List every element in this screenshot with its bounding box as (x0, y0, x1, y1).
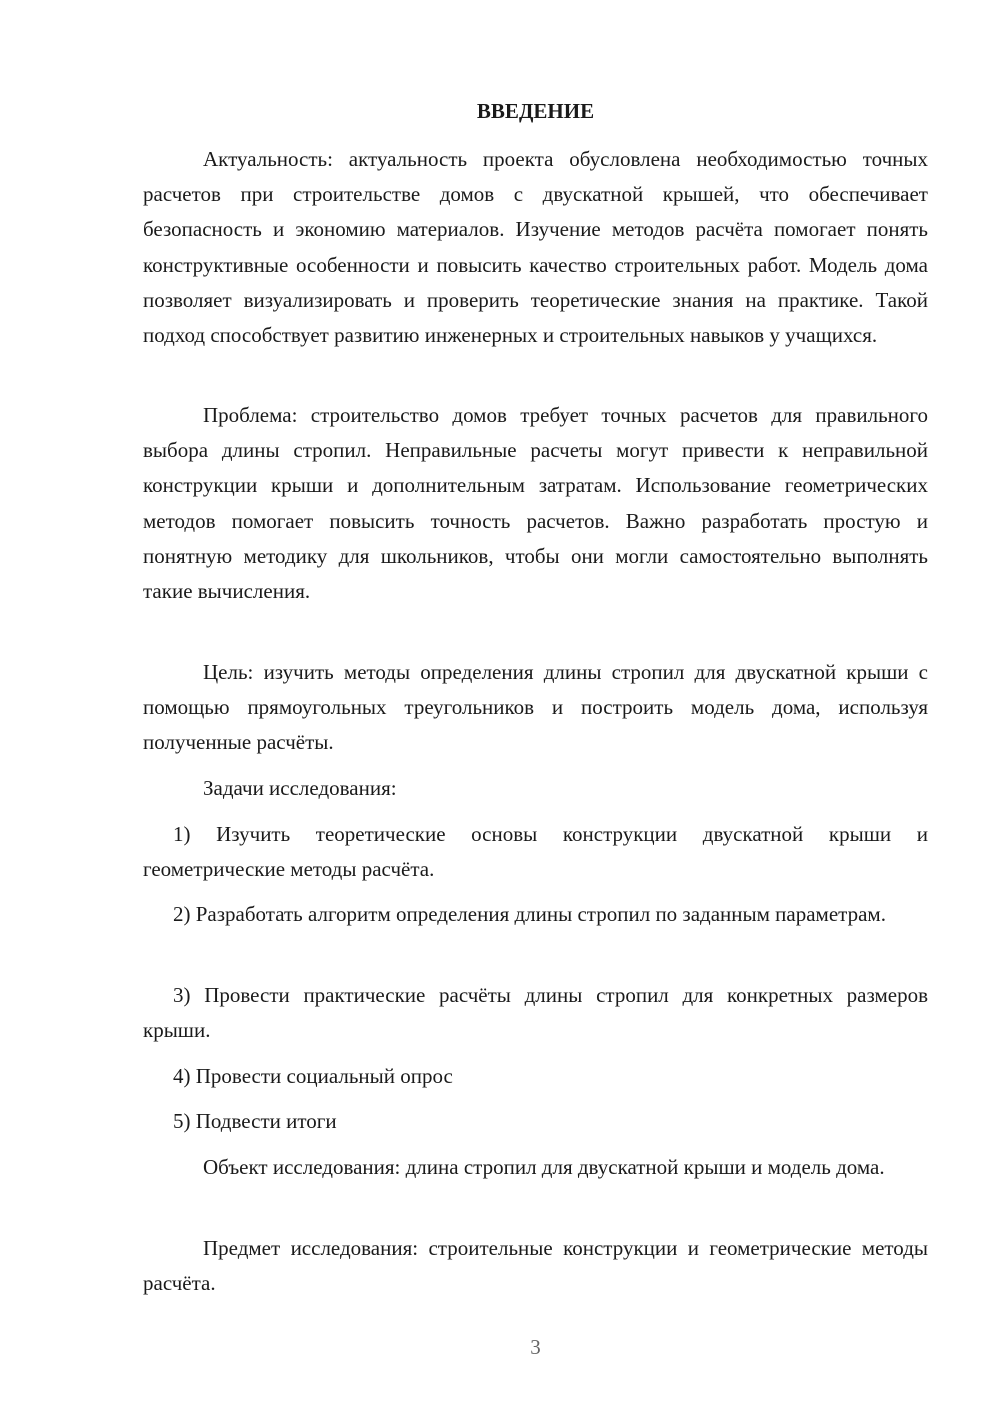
object-paragraph: Объект исследования: длина стропил для двускатной крыши и модель дома. (203, 1155, 885, 1179)
task-item: 1) Изучить теоретические основы конструкции двускатной крыши и геометрические методы расчёта. (143, 822, 928, 882)
section-title: ВВЕДЕНИЕ (476, 99, 595, 123)
task-item: 4) Провести социальный опрос (173, 1064, 453, 1088)
tasks-heading: Задачи исследования: (203, 776, 397, 800)
task-item: 2) Разработать алгоритм определения длины стропил по заданным параметрам. (173, 902, 886, 926)
task-item: 3) Провести практические расчёты длины стропил для конкретных размеров крыши. (143, 983, 928, 1043)
relevance-paragraph: Актуальность: актуальность проекта обусловлена необходимостью точных расчетов при строительстве домов с двускатной крышей, что обеспечивает безопасность и экономию материалов. Изучение методов расчёта помогает понять конструктивные особенности и повысить качество строительных работ. Модель дома позволяет визуализировать и проверить теоретические знания на практике. Такой подход способствует развитию инженерных и строительных навыков у учащихся. (143, 147, 928, 348)
task-item: 5) Подвести итоги (173, 1109, 337, 1133)
goal-paragraph: Цель: изучить методы определения длины стропил для двускатной крыши с помощью прямоугольных треугольников и построить модель дома, используя полученные расчёты. (143, 660, 928, 755)
page-number: 3 (530, 1335, 541, 1359)
subject-paragraph: Предмет исследования: строительные конструкции и геометрические методы расчёта. (143, 1236, 928, 1296)
problem-paragraph: Проблема: строительство домов требует точных расчетов для правильного выбора длины стропил. Неправильные расчеты могут привести к неправильной конструкции крыши и дополнительным затратам. Использование геометрических методов помогает повысить точность расчетов. Важно разработать простую и понятную методику для школьников, чтобы они могли самостоятельно выполнять такие вычисления. (143, 403, 928, 604)
